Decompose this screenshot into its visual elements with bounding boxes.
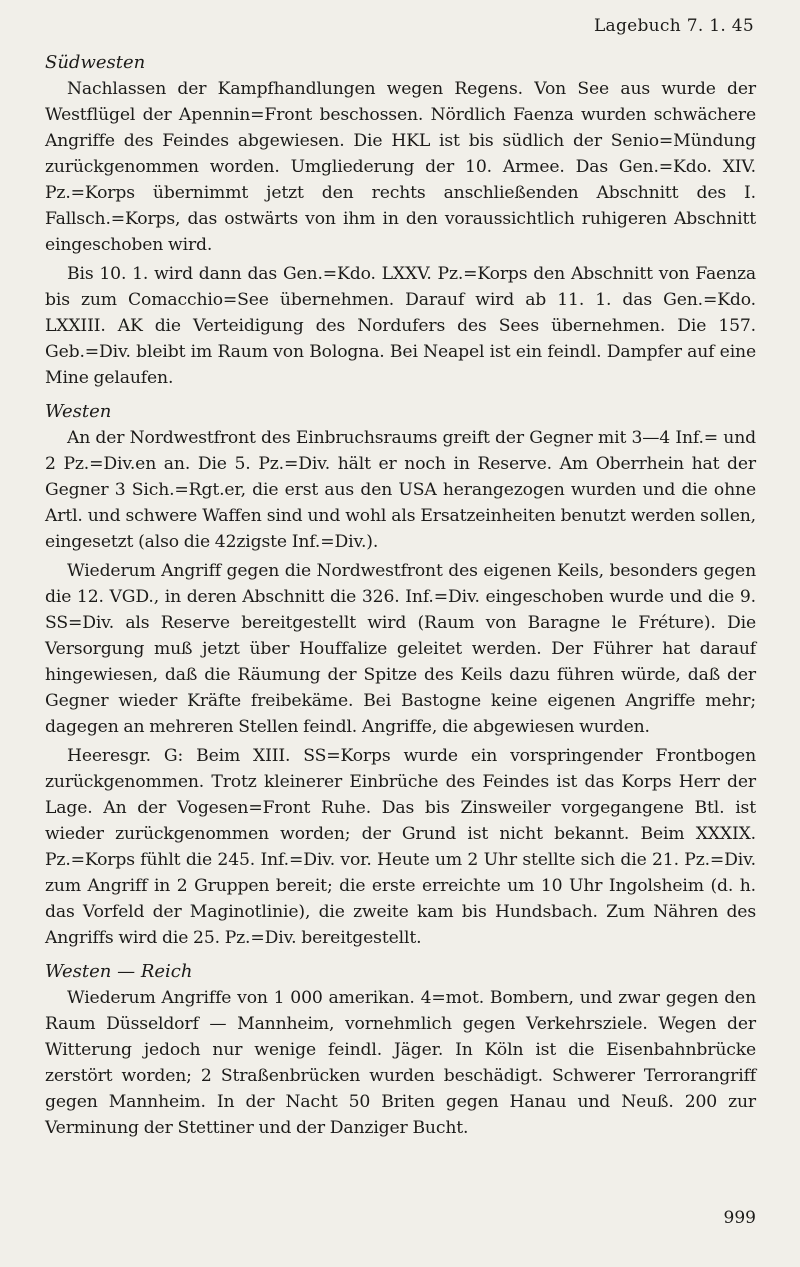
section-westen xyxy=(45,399,756,951)
paragraph: Heeresgr. G: Beim XIII. SS=Korps wurde ein vorspringender Frontbogen zurückgenommen. Trotz kleinerer Einbrüche des Feindes ist das Korps Herr der Lage. An der Vogesen=Front Ruhe. Das bis Zinsweiler vorgegangene Btl. ist wieder zurückgenommen worden; der Grund ist nicht bekannt. Beim XXXIX. Pz.=Korps fühlt die 245. Inf.=Div. vor. Heute um 2 Uhr stellte sich die 21. Pz.=Div. zum Angriff in 2 Gruppen bereit; die erste erreichte um 10 Uhr Ingolsheim (d. h. das Vorfeld der Maginotlinie), die zweite kam bis Hundsbach. Zum Nähren des Angriffs wird die 25. Pz.=Div. bereitgestellt. xyxy=(45,746,756,948)
paragraph: Wiederum Angriffe von 1 000 amerikan. 4=mot. Bombern, und zwar gegen den Raum Düsseldorf — Mannheim, vornehmlich gegen Verkehrsziele. Wegen der Witterung jedoch nur wenige feindl. Jäger. In Köln ist die Eisenbahnbrücke zerstört worden; 2 Straßenbrücken wurden beschädigt. Schwerer Terrorangriff gegen Mannheim. In der Nacht 50 Briten gegen Hanau und Neuß. 200 zur Verminung der Stettiner und der Danziger Bucht. xyxy=(45,988,756,1138)
paragraph: Wiederum Angriff gegen die Nordwestfront des eigenen Keils, besonders gegen die 12. VGD., in deren Abschnitt die 326. Inf.=Div. eingeschoben wurde und die 9. SS=Div. als Reserve bereitgestellt wird (Raum von Baragne le Fréture). Die Versorgung muß jetzt über Houffalize geleitet werden. Der Führer hat darauf hingewiesen, daß die Räumung der Spitze des Keils dazu führen würde, daß der Gegner wieder Kräfte freibekäme. Bei Bastogne keine eigenen Angriffe mehr; dagegen an mehreren Stellen feindl. Angriffe, die abgewiesen wurden. xyxy=(45,561,756,737)
paragraph: Bis 10. 1. wird dann das Gen.=Kdo. LXXV. Pz.=Korps den Abschnitt von Faenza bis zum Comacchio=See übernehmen. Darauf wird ab 11. 1. das Gen.=Kdo. LXXIII. AK die Verteidigung des Nordufers des Sees übernehmen. Die 157. Geb.=Div. bleibt im Raum von Bologna. Bei Neapel ist ein feindl. Dampfer auf eine Mine gelaufen. xyxy=(45,264,756,388)
section-heading: Westen xyxy=(45,401,112,422)
paragraph: An der Nordwestfront des Einbruchsraums greift der Gegner mit 3—4 Inf.= und 2 Pz.=Div.en an. Die 5. Pz.=Div. hält er noch in Reserve. Am Oberrhein hat der Gegner 3 Sich.=Rgt.er, die erst aus den USA herangezogen wurden und die ohne Artl. und schwere Waffen sind und wohl als Ersatzeinheiten benutzt werden sollen, eingesetzt (also die 42zigste Inf.=Div.). xyxy=(45,428,756,552)
section-westen-reich xyxy=(45,959,756,1141)
running-header: Lagebuch 7. 1. 45 xyxy=(593,16,754,36)
section-suedwesten xyxy=(45,50,756,391)
page-number: 999 xyxy=(723,1208,756,1228)
paragraph: Nachlassen der Kampfhandlungen wegen Regens. Von See aus wurde der Westflügel der Apennin=Front beschossen. Nördlich Faenza wurden schwächere Angriffe des Feindes abgewiesen. Die HKL ist bis südlich der Senio=Mündung zurückgenommen worden. Umgliederung der 10. Armee. Das Gen.=Kdo. XIV. Pz.=Korps übernimmt jetzt den rechts anschließenden Abschnitt des I. Fallsch.=Korps, das ostwärts von ihm in den voraussichtlich ruhigeren Abschnitt eingeschoben wird. xyxy=(45,79,756,255)
section-heading: Westen — Reich xyxy=(45,961,193,982)
section-heading: Südwesten xyxy=(45,52,146,73)
